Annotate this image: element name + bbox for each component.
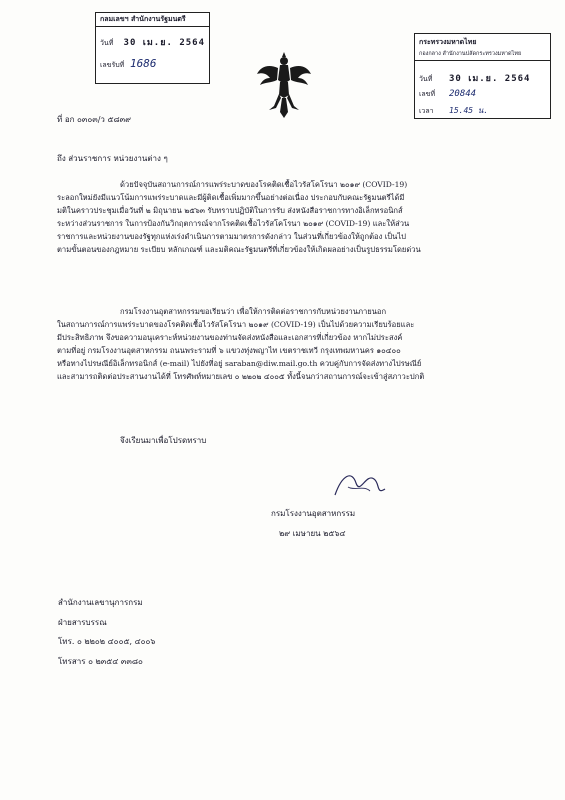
signer-organization: กรมโรงงานอุตสาหกรรม xyxy=(271,509,356,518)
stamp-number-label: เลขที่ xyxy=(419,90,436,98)
stamp-date-label: วันที่ xyxy=(100,39,114,47)
stamp-header: กลมเลขฯ สำนักงานรัฐมนตรี xyxy=(96,13,209,27)
stamp-number-value: 20844 xyxy=(449,89,477,99)
stamp-subheader: กองกลาง สำนักงานปลัดกระทรวงมหาดไทย xyxy=(415,49,550,61)
paragraph-line: ตามที่อยู่ กรมโรงงานอุตสาหกรรม ถนนพระรามที่ ๖ แขวงทุ่งพญาไท เขตราชเทวี กรุงเทพมหานคร ๑๐๔๐๐ xyxy=(57,346,401,356)
paragraph-line: ตามขั้นตอนของกฎหมาย ระเบียบ หลักเกณฑ์ และมติคณะรัฐมนตรีที่เกี่ยวข้องให้เกิดผลอย่างเป็นรูปธรรมโดยด่วน xyxy=(57,245,421,255)
paragraph-line: ระลอกใหม่ยังมีแนวโน้มการแพร่ระบาดและมีผู้ติดเชื้อเพิ่มมากขึ้นอย่างต่อเนื่อง ประกอบกับคณะรัฐมนตรีได้มี xyxy=(57,193,405,203)
paragraph-line: ด้วยปัจจุบันสถานการณ์การแพร่ระบาดของโรคติดเชื้อไวรัสโคโรนา ๒๐๑๙ (COVID-19) xyxy=(120,180,408,189)
stamp-date-row xyxy=(415,69,550,87)
paragraph-line: มติในคราวประชุมเมื่อวันที่ ๒ มิถุนายน ๒๕๖๓ รับทราบปฏิบัติในการรับ ส่งหนังสือราชการทางอิเล็กทรอนิกส์ xyxy=(57,206,403,216)
stamp-header: กระทรวงมหาดไทย xyxy=(419,38,477,46)
stamp-date-row xyxy=(96,33,209,51)
signer-date: ๒๙ เมษายน ๒๕๖๔ xyxy=(279,529,346,538)
footer-fax: โทรสาร ๐ ๒๓๕๔ ๓๓๘๐ xyxy=(58,656,143,666)
stamp-time-value: 15.45 น. xyxy=(449,106,489,115)
signature-icon xyxy=(330,465,390,505)
document-reference-number: ที่ อก ๐๓๐๓/ว ๕๘๓๙ xyxy=(57,115,131,124)
footer-division: ฝ่ายสารบรรณ xyxy=(58,617,107,627)
stamp-date-value: 30 เม.ย. 2564 xyxy=(123,38,205,48)
paragraph-line: กรมโรงงานอุตสาหกรรมขอเรียนว่า เพื่อให้การติดต่อราชการกับหน่วยงานภายนอก xyxy=(120,307,387,316)
stamp-time-row xyxy=(415,102,550,119)
receipt-stamp-right xyxy=(414,33,551,119)
stamp-number-label: เลขรับที่ xyxy=(100,61,125,69)
footer-contact xyxy=(58,593,155,671)
body-paragraph-1 xyxy=(57,178,513,257)
paragraph-line: ราชการและหน่วยงานของรัฐทุกแห่งเร่งดำเนินการตามมาตรการดังกล่าว ในส่วนที่เกี่ยวข้องให้ถูกต้อง เป็นไป xyxy=(57,232,406,242)
paragraph-line: และสามารถติดต่อประสานงานได้ที่ โทรศัพท์หมายเลข ๐ ๒๒๐๒ ๔๐๐๕ ทั้งนี้จนกว่าสถานการณ์จะเข้าสู่สภาวะปกติ xyxy=(57,372,425,382)
footer-phone: โทร. ๐ ๒๒๐๒ ๔๐๐๕, ๔๐๐๖ xyxy=(58,637,156,646)
paragraph-line: หรือทางไปรษณีย์อิเล็กทรอนิกส์ (e-mail) ไปยังที่อยู่ saraban@diw.mail.go.th ควบคู่กับการจัดส่งทางไปรษณีย์ xyxy=(57,359,422,369)
paragraph-line: ในสถานการณ์การแพร่ระบาดของโรคติดเชื้อไวรัสโคโรนา ๒๐๑๙ (COVID-19) เป็นไปด้วยความเรียบร้อยและ xyxy=(57,320,415,330)
receipt-stamp-left xyxy=(95,12,210,84)
stamp-date-value: 30 เม.ย. 2564 xyxy=(449,74,531,84)
paragraph-line: ระหว่างส่วนราชการ ในการป้องกันวิกฤตการณ์จากโรคติดเชื้อไวรัสโคโรนา ๒๐๑๙ (COVID-19) และให้ส่วน xyxy=(57,219,410,229)
footer-office: สำนักงานเลขานุการกรม xyxy=(58,598,143,607)
stamp-number-row xyxy=(415,87,550,102)
paragraph-line: มีประสิทธิภาพ จึงขอความอนุเคราะห์หน่วยงานของท่านจัดส่งหนังสือและเอกสารที่เกี่ยวข้อง หากไม่ประสงค์ xyxy=(57,333,403,343)
stamp-number-row xyxy=(96,55,209,73)
body-paragraph-2 xyxy=(57,305,513,384)
stamp-number-value: 1686 xyxy=(130,57,157,70)
stamp-date-label: วันที่ xyxy=(419,75,433,83)
garuda-emblem-icon xyxy=(255,50,313,120)
closing-line: จึงเรียนมาเพื่อโปรดทราบ xyxy=(120,436,207,445)
stamp-time-label: เวลา xyxy=(419,107,434,115)
addressee-line: ถึง ส่วนราชการ หน่วยงานต่าง ๆ xyxy=(57,154,168,163)
